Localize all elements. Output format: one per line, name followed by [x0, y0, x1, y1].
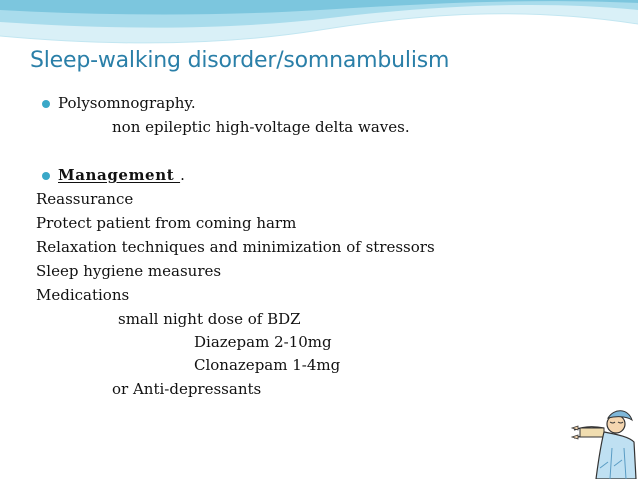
line-anti-depressants: or Anti-depressants	[112, 380, 262, 398]
bullet-dot-icon	[42, 172, 50, 180]
bullet-management	[58, 166, 185, 184]
management-heading: Management	[58, 166, 181, 184]
line-sleep-hygiene: Sleep hygiene measures	[36, 262, 222, 280]
line-medications: Medications	[36, 286, 130, 304]
slide-title: Sleep-walking disorder/somnambulism	[30, 48, 450, 73]
bullet-polysomnography: Polysomnography.	[58, 94, 196, 112]
line-diazepam: Diazepam 2-10mg	[194, 333, 332, 351]
sleepwalker-clipart-icon	[570, 408, 638, 479]
line-clonazepam: Clonazepam 1-4mg	[194, 356, 341, 374]
line-bdz: small night dose of BDZ	[118, 310, 301, 328]
line-reassurance: Reassurance	[36, 190, 134, 208]
polysomnography-detail: non epileptic high-voltage delta waves.	[112, 118, 410, 136]
management-suffix: .	[180, 166, 185, 184]
line-relaxation: Relaxation techniques and minimization of stressors	[36, 238, 435, 256]
bullet-dot-icon	[42, 100, 50, 108]
line-protect-patient: Protect patient from coming harm	[36, 214, 297, 232]
